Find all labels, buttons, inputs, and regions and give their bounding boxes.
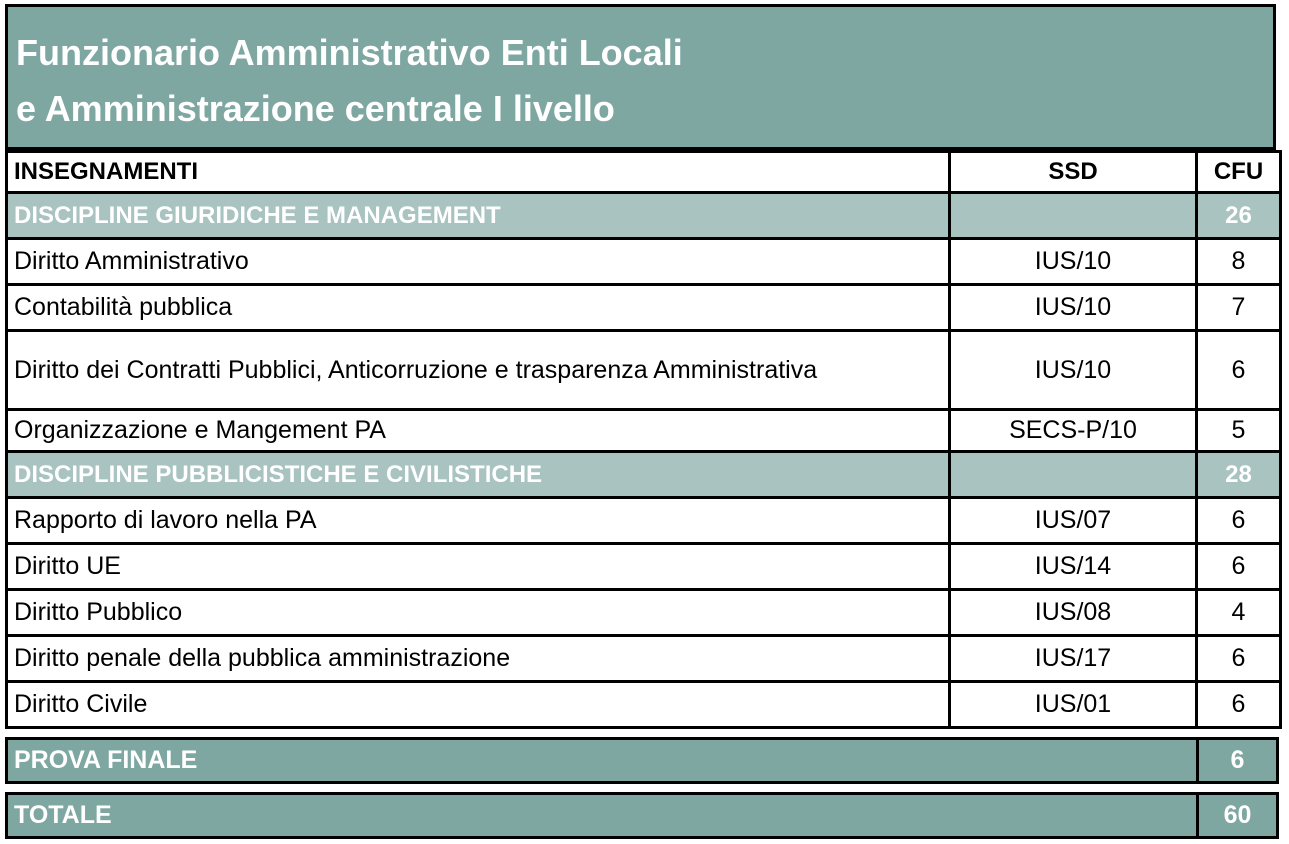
table-row xyxy=(7,636,1281,682)
category-cfu: 26 xyxy=(1197,193,1281,239)
category-cfu: 28 xyxy=(1197,452,1281,498)
course-ssd: IUS/10 xyxy=(950,331,1197,410)
table-row xyxy=(7,239,1281,285)
prova-finale-label: PROVA FINALE xyxy=(14,746,198,774)
title-line-1: Funzionario Amministrativo Enti Locali xyxy=(16,32,683,73)
column-header-insegnamenti: INSEGNAMENTI xyxy=(7,152,950,193)
course-cfu: 6 xyxy=(1197,682,1281,728)
prova-finale-cfu: 6 xyxy=(1230,746,1245,774)
column-header-cfu: CFU xyxy=(1197,152,1281,193)
totale-label: TOTALE xyxy=(14,801,112,829)
course-name: Diritto UE xyxy=(7,544,950,590)
table-row xyxy=(7,331,1281,410)
category-row xyxy=(7,452,1281,498)
course-ssd: IUS/10 xyxy=(950,285,1197,331)
table-row xyxy=(7,285,1281,331)
table-row xyxy=(7,682,1281,728)
table-row xyxy=(7,498,1281,544)
category-ssd-empty xyxy=(950,193,1197,239)
totale-cfu: 60 xyxy=(1223,801,1252,829)
category-row xyxy=(7,193,1281,239)
course-ssd: IUS/10 xyxy=(950,239,1197,285)
course-ssd: SECS-P/10 xyxy=(950,410,1197,452)
course-cfu: 6 xyxy=(1197,636,1281,682)
course-ssd: IUS/14 xyxy=(950,544,1197,590)
course-name: Organizzazione e Mangement PA xyxy=(7,410,950,452)
course-name: Diritto penale della pubblica amministrazione xyxy=(7,636,950,682)
column-header-ssd: SSD xyxy=(950,152,1197,193)
course-name: Diritto Amministrativo xyxy=(7,239,950,285)
course-ssd: IUS/08 xyxy=(950,590,1197,636)
course-cfu: 8 xyxy=(1197,239,1281,285)
course-cfu: 4 xyxy=(1197,590,1281,636)
course-ssd: IUS/07 xyxy=(950,498,1197,544)
title-line-2: e Amministrazione centrale I livello xyxy=(16,88,615,129)
course-name: Diritto Civile xyxy=(7,682,950,728)
course-cfu: 6 xyxy=(1197,544,1281,590)
course-name: Rapporto di lavoro nella PA xyxy=(7,498,950,544)
category-name: DISCIPLINE PUBBLICISTICHE E CIVILISTICHE xyxy=(7,452,950,498)
course-ssd: IUS/17 xyxy=(950,636,1197,682)
table-row xyxy=(7,590,1281,636)
course-cfu: 6 xyxy=(1197,498,1281,544)
title-banner xyxy=(5,4,1276,150)
table-row xyxy=(7,544,1281,590)
course-cfu: 5 xyxy=(1197,410,1281,452)
category-ssd-empty xyxy=(950,452,1197,498)
table-header-row xyxy=(7,152,1281,193)
curriculum-table xyxy=(5,150,1282,729)
category-name: DISCIPLINE GIURIDICHE E MANAGEMENT xyxy=(7,193,950,239)
course-name: Contabilità pubblica xyxy=(7,285,950,331)
prova-finale-row xyxy=(5,737,1279,784)
totale-row xyxy=(5,792,1279,839)
course-cfu: 6 xyxy=(1197,331,1281,410)
course-name: Diritto Pubblico xyxy=(7,590,950,636)
table-row xyxy=(7,410,1281,452)
course-ssd: IUS/01 xyxy=(950,682,1197,728)
course-cfu: 7 xyxy=(1197,285,1281,331)
course-name: Diritto dei Contratti Pubblici, Anticorruzione e trasparenza Amministrativa xyxy=(7,331,950,410)
